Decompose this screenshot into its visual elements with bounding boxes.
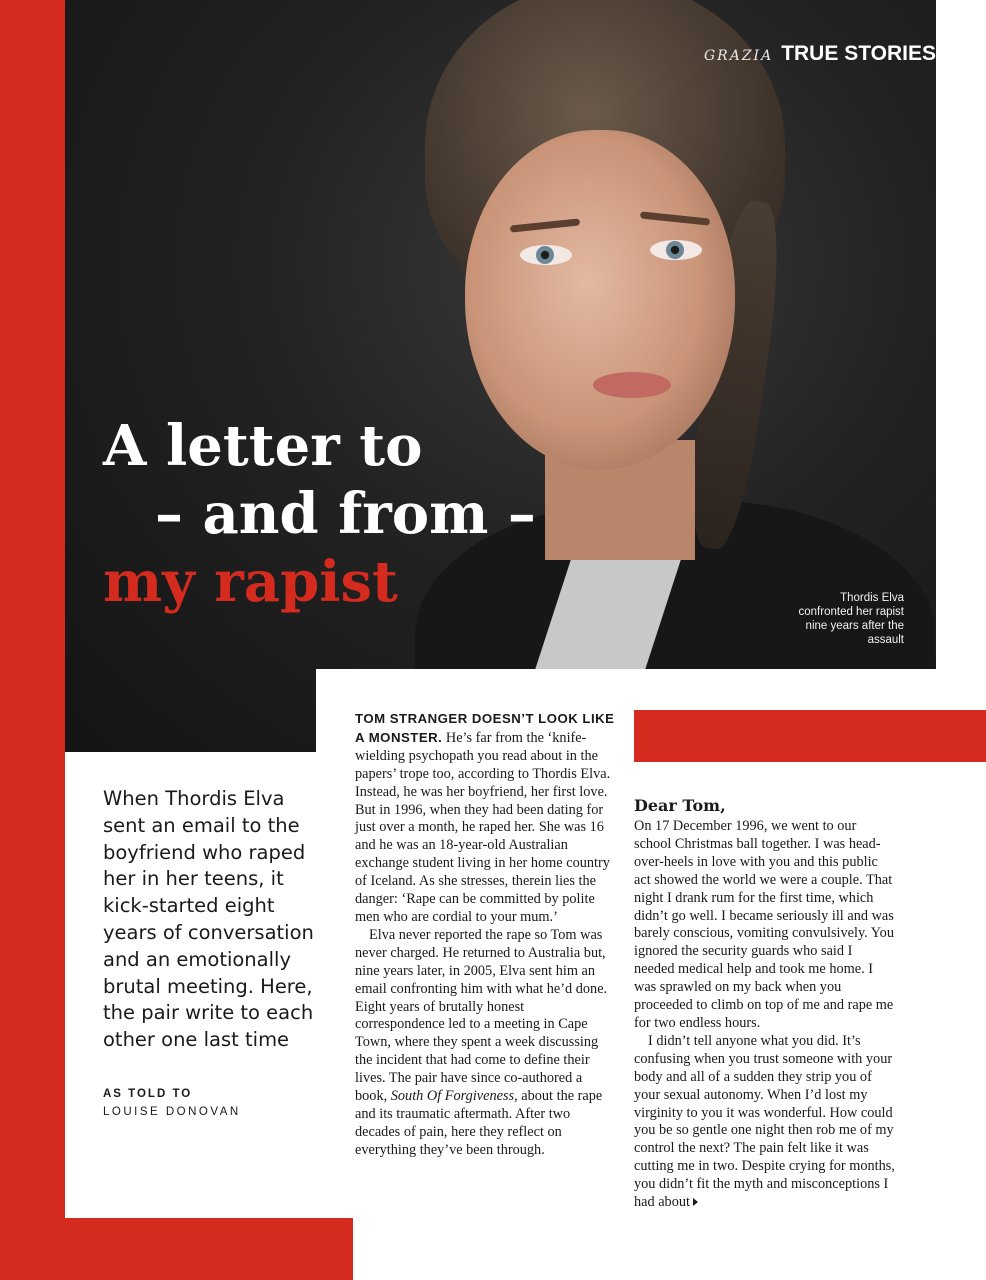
book-title: South Of Forgiveness <box>390 1088 515 1105</box>
headline-line-2: – and from – <box>155 481 536 547</box>
letter-paragraph-2 <box>634 1033 896 1212</box>
photo-caption: Thordis Elva confronted her rapist nine years after the assault <box>798 592 904 646</box>
red-accent-bottom <box>0 1218 353 1280</box>
headline <box>103 412 536 616</box>
headline-line-3: my rapist <box>103 549 398 615</box>
byline-name: LOUISE DONOVAN <box>103 1106 241 1118</box>
letter-salutation: Dear Tom, <box>634 796 726 815</box>
intro-paragraph-2-text-b: , about the rape and its traumatic aftermath. After two decades of pain, here they reflect on everything they’ve been through. <box>355 1088 603 1158</box>
intro-paragraph-1 <box>355 710 617 927</box>
headline-line-1: A letter to <box>103 413 423 479</box>
portrait-eye-right <box>650 240 702 260</box>
letter-paragraph-1: On 17 December 1996, we went to our school Christmas ball together. I was head-over-heels in love with you and this public act showed the world we were a couple. That night I drank rum for the first time, which didn’t go well. I became seriously ill and was barely conscious, vomiting convulsively. You ignored the security guards who said I needed medical help and took me home. I was sprawled on my back when you proceeded to climb on top of me and rape me for two endless hours. <box>634 818 894 1031</box>
section-header <box>704 42 936 66</box>
byline-label: AS TOLD TO <box>103 1088 193 1100</box>
intro-paragraph-2-text-a: Elva never reported the rape so Tom was never charged. He returned to Australia but, nine years later, in 2005, Elva sent him an email confronting him with what he’d done. Eight years of brutally honest correspondence led to a meeting in Cape Town, where they spent a week discussing the incident that had come to define their lives. The pair have since co-authored a book, <box>355 926 608 1105</box>
intro-column <box>355 710 617 1160</box>
section-label: TRUE STORIES <box>781 42 936 65</box>
standfirst: When Thordis Elva sent an email to the boyfriend who raped her in her teens, it kick-started eight years of conversation and an emotionally brutal meeting. Here, the pair write to each other one last time <box>103 787 314 1052</box>
portrait-lips <box>593 372 671 398</box>
red-accent-bar <box>634 710 986 762</box>
letter-column <box>634 796 896 1212</box>
portrait-eye-left <box>520 245 572 265</box>
intro-lead: TOM STRANGER DOESN’T LOOK LIKE A MONSTER. <box>355 711 615 745</box>
intro-paragraph-2 <box>355 927 617 1160</box>
continue-arrow-icon <box>693 1198 698 1206</box>
red-accent-left <box>0 0 65 1280</box>
letter-paragraph-2-text: I didn’t tell anyone what you did. It’s confusing when you trust someone with your body and all of a sudden they strip you of your sexual autonomy. When I’d lost my virginity to you it was wonderful. How could you be so gentle one night then rob me of my control the next? The pain felt like it was cutting me in two. Despite crying for months, you didn’t fit the myth and misconceptions I had about <box>634 1032 895 1211</box>
magazine-brand: GRAZIA <box>703 48 774 64</box>
intro-paragraph-1-text: He’s far from the ‘knife-wielding psychopath you read about in the papers’ trope too, according to Thordis Elva. Instead, he was her boyfriend, her first love. But in 1996, when they had been dating for just over a month, he raped her. She was 16 and he was an 18-year-old Australian exchange student living in her home country of Iceland. As she stresses, therein lies the danger: ‘Rape can be committed by polite men who are cordial to your mum.’ <box>355 729 611 925</box>
